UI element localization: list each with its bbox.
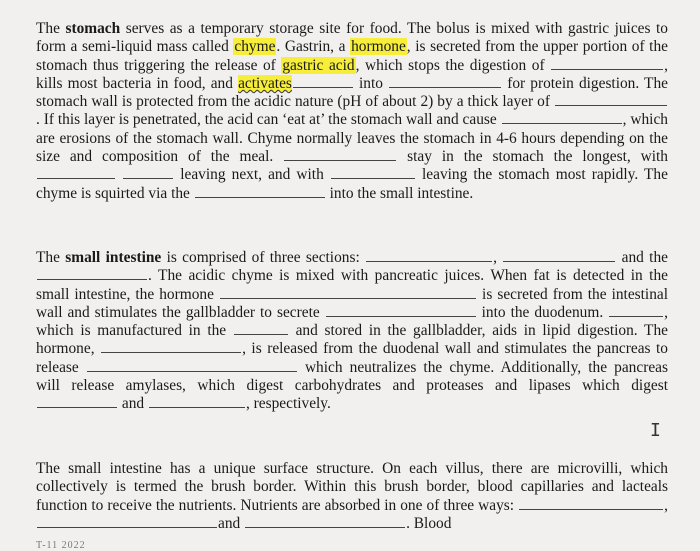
text-cursor-icon: I <box>650 420 661 441</box>
answer-blank[interactable] <box>245 526 405 528</box>
stomach-term: stomach <box>65 20 121 37</box>
text: The <box>36 249 66 266</box>
answer-blank[interactable] <box>366 260 492 262</box>
small-intestine-term: small intestine <box>65 249 162 266</box>
text: , which is manufactured in the <box>36 303 669 340</box>
stomach-paragraph <box>36 20 668 203</box>
text: serves as a temporary storage site for food. The bolus is mixed with gastric juices to form a semi-liquid mass called <box>36 20 668 56</box>
answer-blank[interactable] <box>609 315 663 317</box>
text: stay in the stomach the longest, with <box>407 148 668 166</box>
answer-blank[interactable] <box>284 159 396 161</box>
answer-blank[interactable] <box>37 526 217 528</box>
text: leaving the stomach most rapidly. The chyme is squirted via the <box>36 166 668 202</box>
answer-blank[interactable] <box>389 86 501 88</box>
text: for protein digestion. The stomach wall is protected from the acidic nature (pH of about 2) by a thick layer of <box>36 74 668 111</box>
cutoff-footer-text: T-11 2022 <box>36 540 86 551</box>
highlight-hormone: hormone <box>351 38 406 56</box>
text: , respectively. <box>245 395 331 413</box>
text: . The acidic chyme is mixed with pancreatic juices. When fat is detected in the small intestine, the hormone <box>36 267 668 303</box>
answer-blank[interactable] <box>123 177 173 179</box>
answer-blank[interactable] <box>37 406 117 408</box>
text: The small intestine has a unique surface structure. On each villus, there are microvilli, which collectively is termed the brush border. Within this brush border, blood capillaries and lacteals function to receive the nutrients. Nutrients are absorbed in one of three ways: <box>36 460 668 514</box>
answer-blank[interactable] <box>555 104 667 106</box>
highlight-activates: activates <box>238 74 292 92</box>
answer-blank[interactable] <box>502 122 622 124</box>
answer-blank[interactable] <box>519 508 663 510</box>
text: and <box>218 514 241 532</box>
answer-blank[interactable] <box>331 177 415 179</box>
small-intestine-paragraph: The small intestine is comprised of three sections: , and the . The acidic chyme is mixed with pancreatic juices. When fat is detected in the small intestine, the hormone is secreted from the intestinal wall and stimulates the gallbladder to secrete into the duodenum. , which is manufactured in the and stored in the gallbladder, aids in lipid digestion. The hormone, , is released from the duodenal wall and stimulates the pancreas to release which neutralizes the chyme. Additionally, the pancreas will release amylases, which digest carbohydrates and proteases and lipases which digest and , respectively. <box>36 249 669 413</box>
text: and the <box>621 249 668 266</box>
answer-blank[interactable] <box>37 177 115 179</box>
text: is secreted from the intestinal wall and stimulates the gallbladder to secrete <box>36 285 668 321</box>
text: which neutralizes the chyme. Additionally, the pancreas will release amylases, which digest carbohydrates and proteases and lipases which digest <box>36 358 668 395</box>
text: , which are erosions of the stomach wall. Chyme normally leaves the stomach in 4-6 hours depending on the size and composition of the meal. <box>36 111 668 166</box>
text: . If this layer is penetrated, the acid can ‘eat at’ the stomach wall and cause <box>36 111 497 129</box>
text: , which stops the digestion of <box>355 56 545 74</box>
text: into the small intestine. <box>329 184 474 202</box>
highlight-chyme: chyme <box>234 38 276 56</box>
text: into <box>353 74 383 92</box>
text: The <box>36 20 66 37</box>
brush-border-paragraph: The small intestine has a unique surface structure. On each villus, there are microvilli, which collectively is termed the brush border. Within this brush border, blood capillaries and lacteals function to receive the nutrients. Nutrients are absorbed in one of three ways: , and . Blood <box>36 460 668 532</box>
text: , is secreted from the upper portion of the stomach thus triggering the release of <box>36 38 668 74</box>
answer-blank[interactable] <box>326 315 476 317</box>
answer-blank[interactable] <box>220 297 476 299</box>
text: into the duodenum. <box>481 303 604 321</box>
text: and <box>121 395 145 413</box>
text: , kills most bacteria in food, and <box>36 56 669 92</box>
text: leaving next, and with <box>180 166 324 184</box>
answer-blank[interactable] <box>195 196 325 198</box>
answer-blank[interactable] <box>503 260 615 262</box>
text: is comprised of three sections: <box>161 249 360 266</box>
text: . Blood <box>406 514 452 532</box>
answer-blank[interactable] <box>37 278 147 280</box>
text: . Gastrin, a <box>276 38 351 56</box>
answer-blank[interactable] <box>87 370 297 372</box>
answer-blank[interactable] <box>101 351 241 353</box>
answer-blank[interactable] <box>293 86 353 88</box>
highlight-gastric-acid: gastric acid <box>282 56 355 74</box>
text: , is released from the duodenal wall and stimulates the pancreas to release <box>36 340 668 376</box>
text: and stored in the gallbladder, aids in lipid digestion. The hormone, <box>36 322 668 358</box>
answer-blank[interactable] <box>551 68 663 70</box>
answer-blank[interactable] <box>234 333 288 335</box>
answer-blank[interactable] <box>149 406 245 408</box>
